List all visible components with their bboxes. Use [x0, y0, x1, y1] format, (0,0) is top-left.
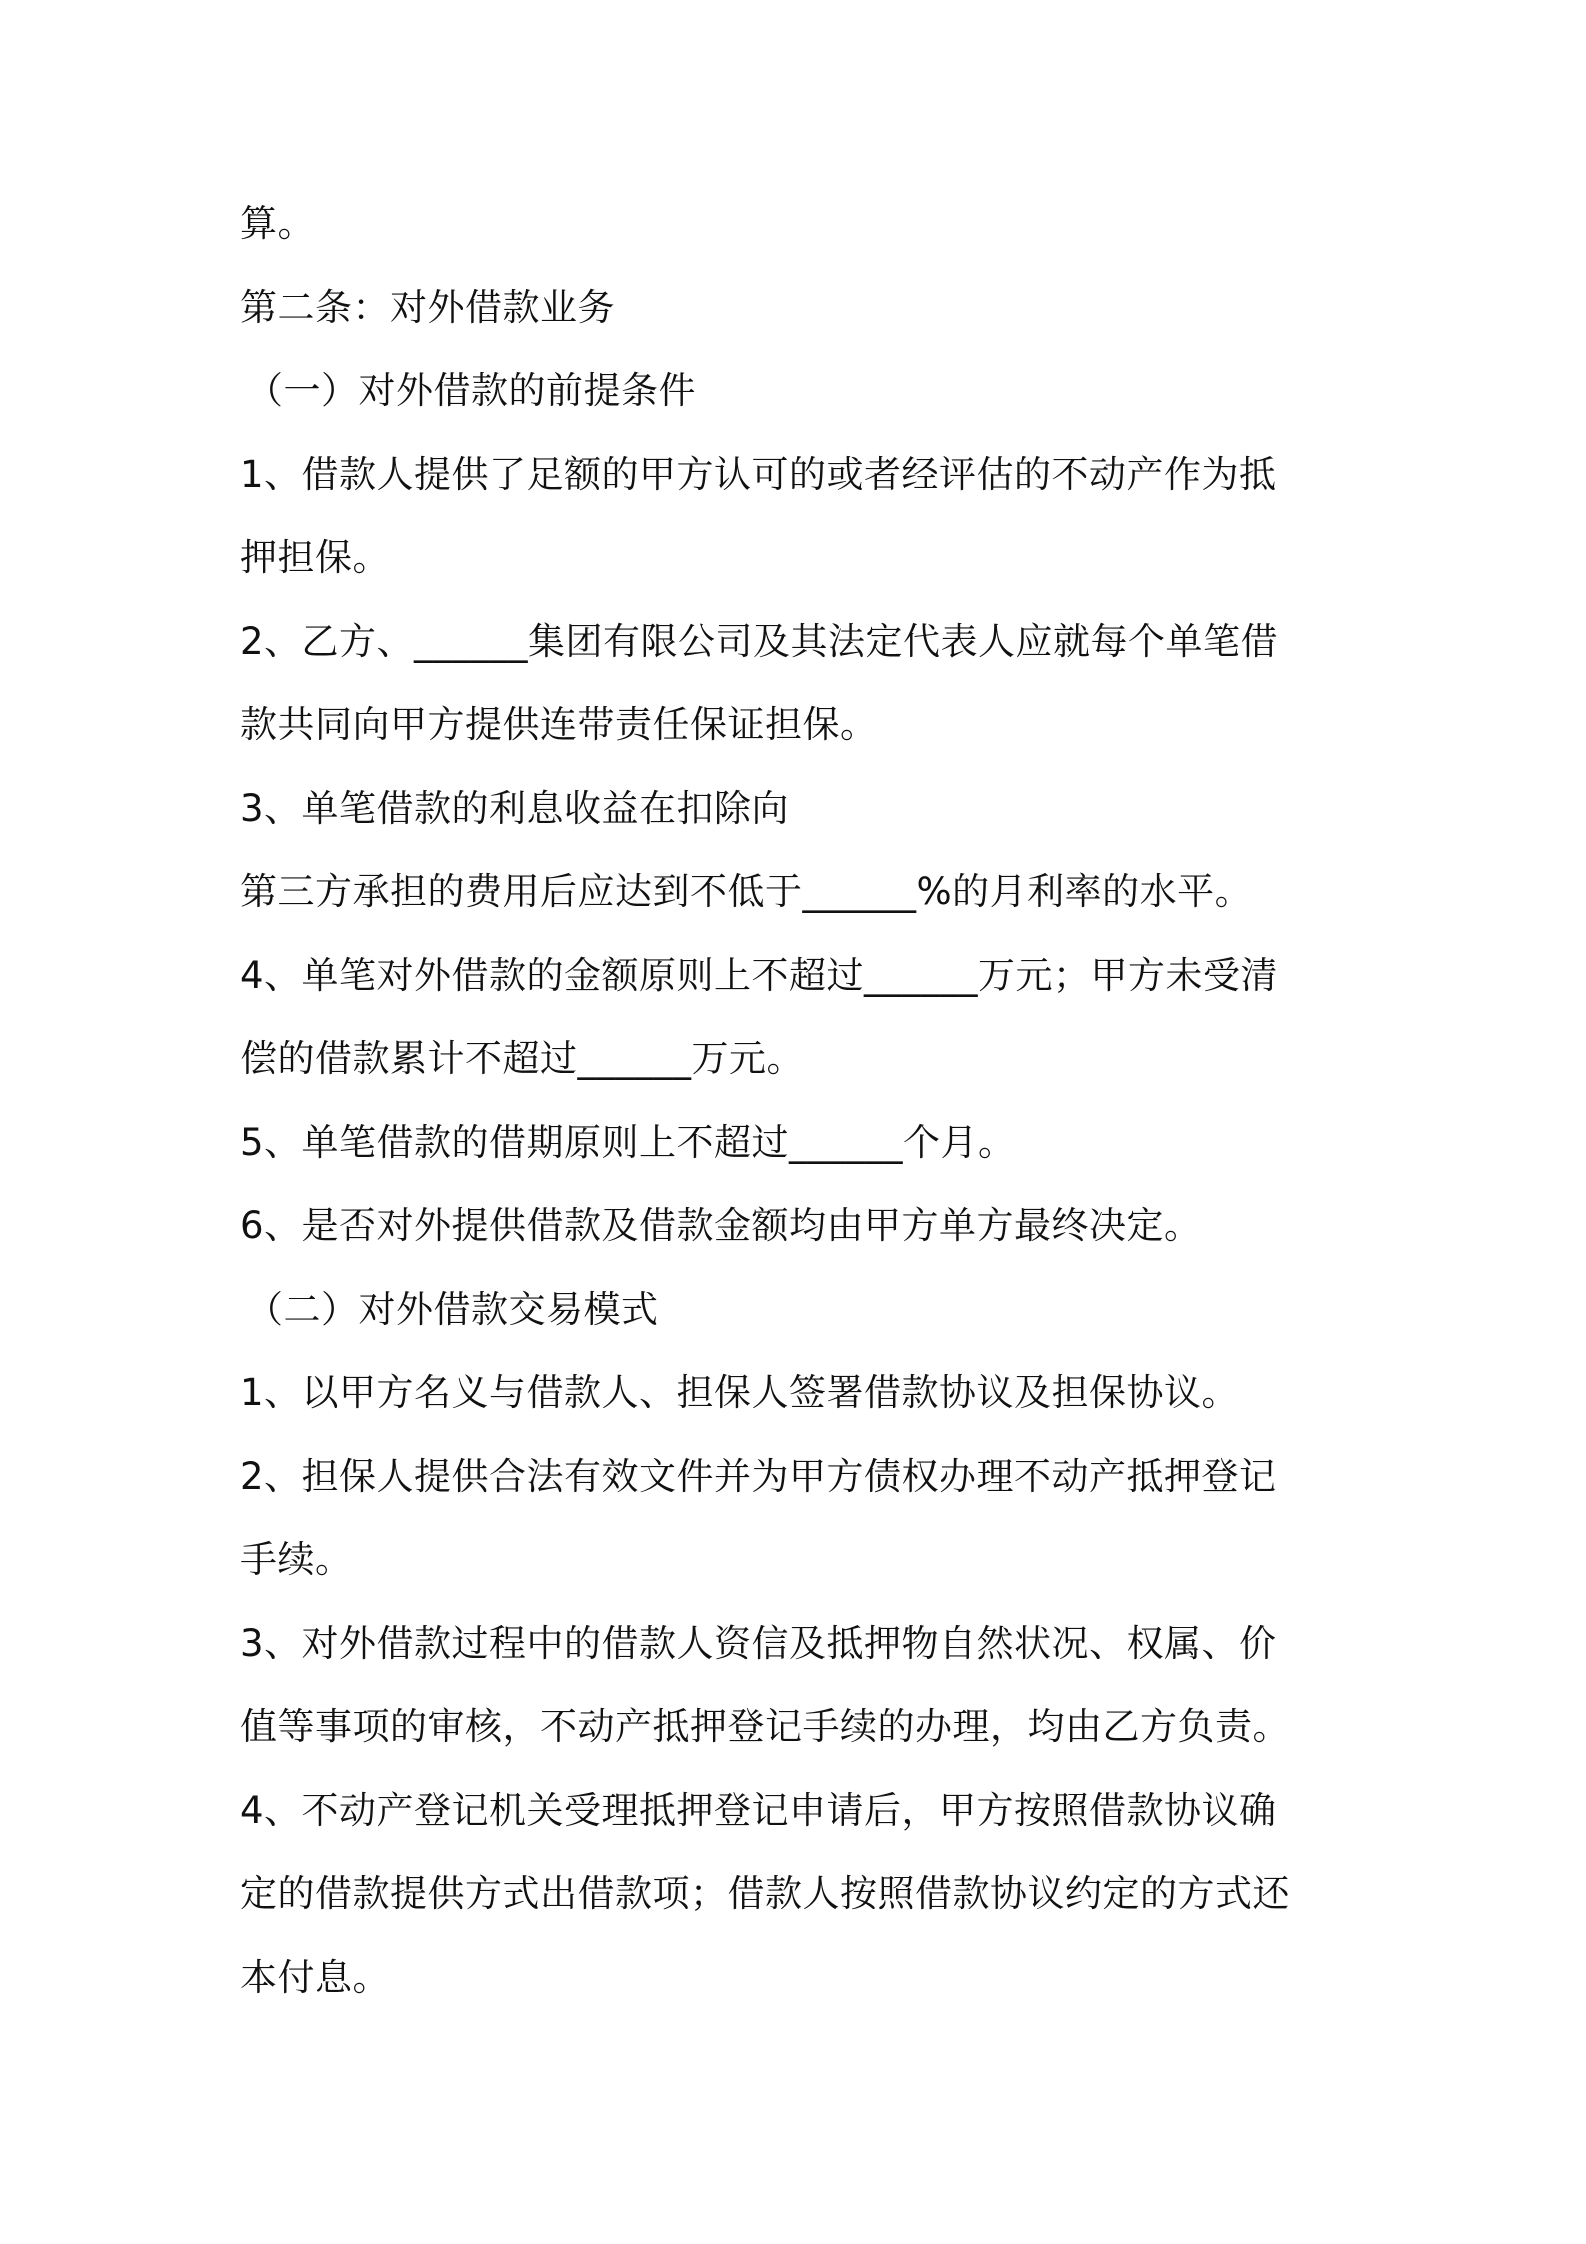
text-line: 算。	[240, 202, 315, 245]
section-heading: （一）对外借款的前提条件	[246, 369, 696, 412]
text-line: 押担保。	[240, 536, 390, 579]
text-line: 5、单笔借款的借期原则上不超过______个月。	[240, 1120, 1016, 1164]
text-line: 本付息。	[240, 1955, 390, 1999]
text-line: 手续。	[240, 1538, 353, 1581]
article-heading: 第二条：对外借款业务	[240, 285, 615, 329]
text-line: 1、借款人提供了足额的甲方认可的或者经评估的不动产作为抵	[240, 452, 1277, 496]
text-line: 3、对外借款过程中的借款人资信及抵押物自然状况、权属、价	[240, 1621, 1277, 1665]
text-line: 偿的借款累计不超过______万元。	[240, 1037, 804, 1080]
text-line: 3、单笔借款的利息收益在扣除向	[240, 786, 790, 830]
text-line: 6、是否对外提供借款及借款金额均由甲方单方最终决定。	[240, 1204, 1202, 1247]
section-heading: （二）对外借款交易模式	[246, 1287, 659, 1331]
text-line: 4、单笔对外借款的金额原则上不超过______万元；甲方未受清	[240, 953, 1279, 997]
text-line: 4、不动产登记机关受理抵押登记申请后，甲方按照借款协议确	[240, 1788, 1277, 1832]
text-line: 款共同向甲方提供连带责任保证担保。	[240, 703, 878, 746]
text-line: 2、乙方、______集团有限公司及其法定代表人应就每个单笔借	[240, 619, 1279, 663]
text-line: 定的借款提供方式出借款项；借款人按照借款协议约定的方式还	[240, 1872, 1290, 1915]
document-body	[240, 182, 1360, 2019]
text-line: 1、以甲方名义与借款人、担保人签署借款协议及担保协议。	[240, 1371, 1240, 1414]
text-line: 第三方承担的费用后应达到不低于______%的月利率的水平。	[240, 870, 1253, 913]
text-line: 2、担保人提供合法有效文件并为甲方债权办理不动产抵押登记	[240, 1454, 1277, 1498]
text-line: 值等事项的审核，不动产抵押登记手续的办理，均由乙方负责。	[240, 1705, 1290, 1748]
